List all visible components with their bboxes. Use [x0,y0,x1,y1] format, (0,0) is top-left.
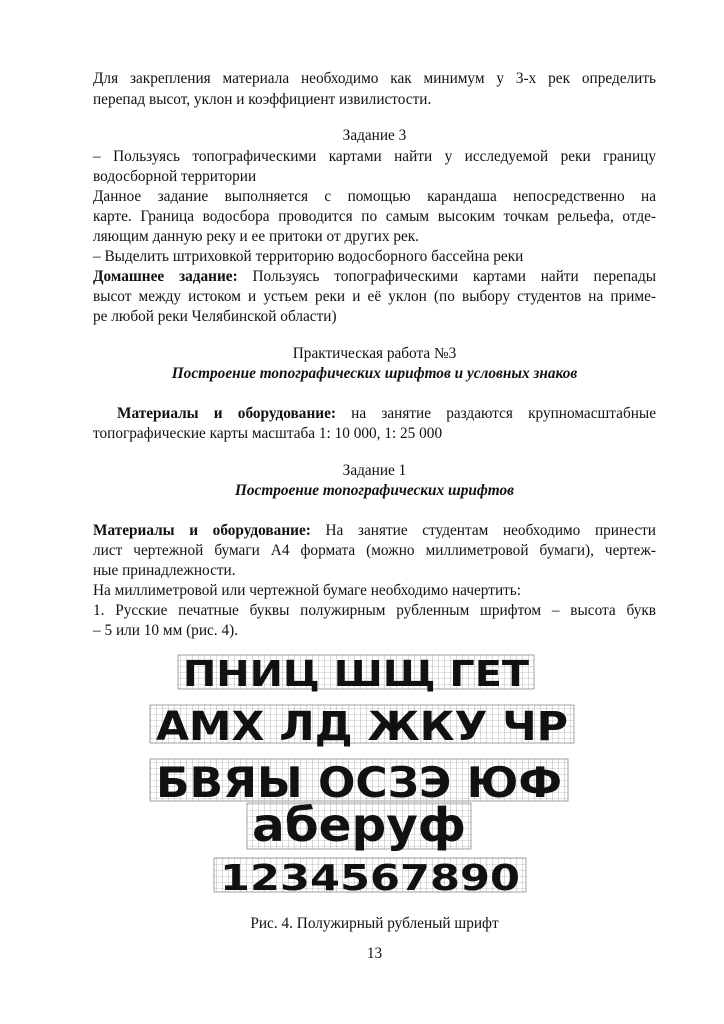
paragraph-line: ные принадлежности. [93,562,236,579]
task3-heading: Задание 3 [342,127,407,144]
materials-label: Материалы и оборудование: [117,405,336,422]
paragraph-line: – Пользуясь топографическими картами найти у исследуемой реки границу [93,148,656,165]
font-sample-row: аберуф [252,798,466,852]
paragraph-line: перепад высот, уклон и коэффициент извилистости. [93,91,432,108]
font-sample-row: 1234567890 [220,858,520,899]
homework-text: Пользуясь топографическими картами найти перепады [252,268,657,285]
paragraph-line: топографические карты масштаба 1: 10 000, 1: 25 000 [93,425,443,442]
paragraph-line: – 5 или 10 мм (рис. 4). [93,622,239,639]
homework-label: Домашнее задание: [93,268,238,285]
paragraph-line: лист чертежной бумаги А4 формата (можно миллиметровой бумаги), чертеж- [93,542,656,559]
materials2-text: На занятие студентам необходимо принести [325,522,656,539]
paragraph-line: Для закрепления материала необходимо как минимум у 3-х рек определить [93,70,656,87]
paragraph-line: – Выделить штриховкой территорию водосборного бассейна реки [93,248,524,265]
paragraph-line: На миллиметровой или чертежной бумаге необходимо начертить: [93,582,522,599]
font-sample-row: АМХ ЛД ЖКУ ЧР [156,704,568,750]
task1-subtitle: Построение топографических шрифтов [234,482,514,499]
paragraph-line: высот между истоком и устьем реки и её уклон (по выбору студентов на приме- [93,288,656,305]
paragraph-line: карте. Граница водосбора проводится по самым высоким точкам рельефа, отде- [93,208,656,225]
paragraph-line: 1. Русские печатные буквы полужирным рубленным шрифтом – высота букв [93,602,656,619]
paragraph-line: Данное задание выполняется с помощью карандаша непосредственно на [93,188,656,205]
materials2-label: Материалы и оборудование: [93,522,311,539]
page-number: 13 [366,945,383,962]
materials-text: на занятие раздаются крупномасштабные [351,405,656,422]
figure-caption: Рис. 4. Полужирный рубленый шрифт [250,915,499,932]
font-sample-row: БВЯЫ ОСЗЭ ЮФ [156,758,562,807]
font-sample-row: ПНИЦ ШЩ ГЕТ [183,654,530,695]
paragraph-line: ляющим данную реку и ее притоки от других рек. [93,228,420,245]
paragraph-line: ре любой реки Челябинской области) [93,308,337,325]
task1-heading: Задание 1 [342,462,407,479]
practical-work-title: Практическая работа №3 [292,345,457,362]
practical-work-subtitle: Построение топографических шрифтов и условных знаков [171,365,578,382]
paragraph-line: водосборной территории [93,168,257,185]
